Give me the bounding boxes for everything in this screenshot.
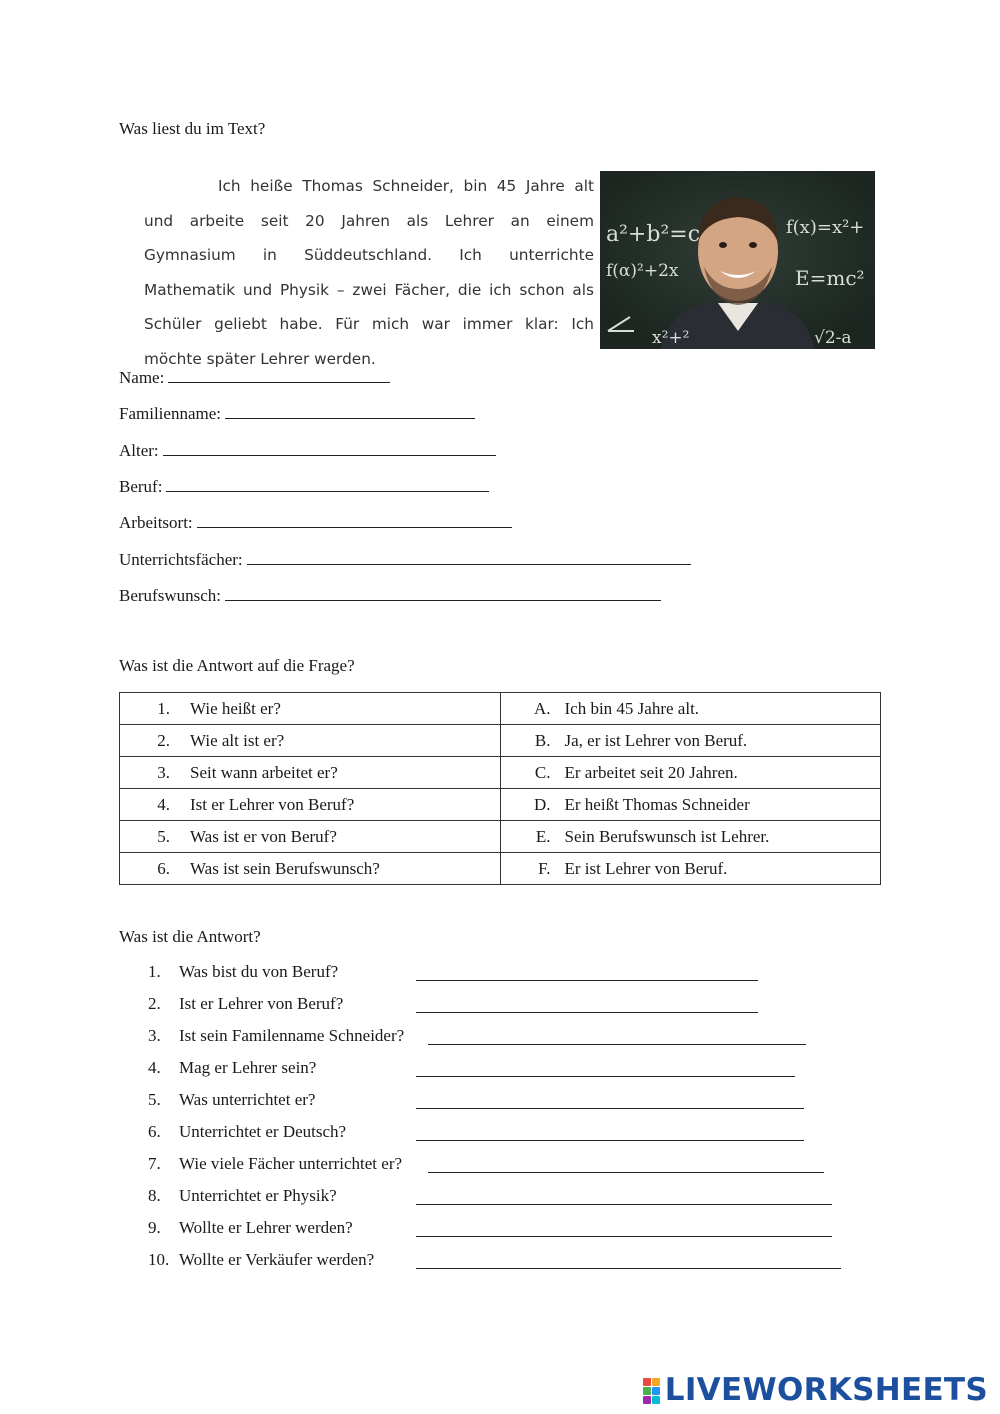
- question-number: 3.: [157, 762, 170, 782]
- question-number: 6.: [157, 858, 170, 878]
- item-question: Was bist du von Beruf?: [179, 962, 339, 981]
- list-item: [148, 1250, 374, 1270]
- question-cell[interactable]: [120, 789, 501, 821]
- question-number: 4.: [157, 794, 170, 814]
- formula-2: f(x)=x²+: [786, 217, 865, 238]
- item-question: Unterrichtet er Deutsch?: [179, 1122, 347, 1141]
- item-question: Unterrichtet er Physik?: [179, 1186, 337, 1205]
- field-label-arbeitsort: Arbeitsort:: [119, 513, 193, 532]
- answer-text: Er arbeitet seit 20 Jahren.: [564, 762, 738, 782]
- answer-letter: A.: [533, 698, 551, 718]
- answer-letter: B.: [534, 730, 551, 750]
- item-number: 6.: [148, 1122, 161, 1141]
- field-arbeitsort: [119, 511, 512, 533]
- answer-line-5[interactable]: [416, 1108, 804, 1109]
- answer-cell[interactable]: [500, 853, 881, 885]
- item-number: 10.: [148, 1250, 170, 1269]
- answer-cell[interactable]: [500, 693, 881, 725]
- field-label-unterrichtsfaecher: Unterrichtsfächer:: [119, 550, 243, 569]
- list-item: [148, 962, 338, 982]
- item-question: Wollte er Lehrer werden?: [179, 1218, 353, 1237]
- question-text: Wie heißt er?: [190, 698, 281, 718]
- item-question: Was unterrichtet er?: [179, 1090, 316, 1109]
- field-familienname: [119, 402, 475, 424]
- item-number: 2.: [148, 994, 161, 1013]
- item-question: Ist er Lehrer von Beruf?: [179, 994, 344, 1013]
- item-question: Wie viele Fächer unterrichtet er?: [179, 1154, 403, 1173]
- item-number: 8.: [148, 1186, 161, 1205]
- alter-answer-line[interactable]: [163, 439, 496, 456]
- formula-4: E=mc²: [795, 266, 865, 290]
- answer-line-10[interactable]: [416, 1268, 841, 1269]
- list-item: [148, 1122, 346, 1142]
- formula-5: x²+²: [652, 328, 690, 348]
- field-label-berufswunsch: Berufswunsch:: [119, 586, 221, 605]
- answer-cell[interactable]: [500, 789, 881, 821]
- table-row: [120, 853, 881, 885]
- item-question: Ist sein Familenname Schneider?: [179, 1026, 405, 1045]
- field-name: [119, 366, 390, 388]
- item-number: 9.: [148, 1218, 161, 1237]
- reading-paragraph: Ich heiße Thomas Schneider, bin 45 Jahre alt und arbeite seit 20 Jahren als Lehrer an einem Gymnasium in Süddeutschland. Ich unterrichte Mathematik und Physik – zwei Fächer, die ich schon als Schüler geliebt habe. Für mich war immer klar: Ich möchte später Lehrer werden.: [144, 177, 594, 368]
- question-cell[interactable]: [120, 821, 501, 853]
- question-cell[interactable]: [120, 693, 501, 725]
- question-text: Wie alt ist er?: [190, 730, 285, 750]
- list-item: [148, 1058, 316, 1078]
- field-unterrichtsfaecher: [119, 548, 691, 570]
- list-item: [148, 994, 343, 1014]
- question-cell[interactable]: [120, 853, 501, 885]
- section1-heading: Was liest du im Text?: [119, 119, 266, 138]
- answer-cell[interactable]: [500, 725, 881, 757]
- field-beruf: [119, 475, 489, 497]
- question-number: 2.: [157, 730, 170, 750]
- item-number: 3.: [148, 1026, 161, 1045]
- liveworksheets-logo-text: LIVEWORKSHEETS: [664, 1372, 988, 1408]
- berufswunsch-answer-line[interactable]: [225, 584, 661, 601]
- answer-cell[interactable]: [500, 757, 881, 789]
- answer-text: Ja, er ist Lehrer von Beruf.: [564, 730, 748, 750]
- table-row: [120, 789, 881, 821]
- arbeitsort-answer-line[interactable]: [197, 511, 512, 528]
- question-number: 1.: [157, 698, 170, 718]
- section3-heading: Was ist die Antwort?: [119, 927, 261, 946]
- question-text: Was ist sein Berufswunsch?: [190, 858, 380, 878]
- table-row: [120, 821, 881, 853]
- answer-line-3[interactable]: [428, 1044, 806, 1045]
- question-text: Ist er Lehrer von Beruf?: [190, 794, 355, 814]
- item-number: 7.: [148, 1154, 161, 1173]
- item-number: 4.: [148, 1058, 161, 1077]
- list-item: [148, 1026, 404, 1046]
- answer-line-7[interactable]: [428, 1172, 824, 1173]
- formula-3: f(α)²+2x: [606, 261, 679, 281]
- question-number: 5.: [157, 826, 170, 846]
- answer-letter: E.: [535, 826, 551, 846]
- answer-text: Er heißt Thomas Schneider: [564, 794, 750, 814]
- beruf-answer-line[interactable]: [166, 475, 489, 492]
- familienname-answer-line[interactable]: [225, 402, 475, 419]
- item-question: Mag er Lehrer sein?: [179, 1058, 317, 1077]
- unterrichtsfaecher-answer-line[interactable]: [247, 548, 691, 565]
- item-number: 5.: [148, 1090, 161, 1109]
- answer-line-2[interactable]: [416, 1012, 758, 1013]
- list-item: [148, 1090, 315, 1110]
- liveworksheets-logo-icon: [643, 1378, 661, 1404]
- answer-letter: F.: [538, 858, 551, 878]
- question-cell[interactable]: [120, 725, 501, 757]
- answer-line-1[interactable]: [416, 980, 758, 981]
- answer-line-6[interactable]: [416, 1140, 804, 1141]
- answer-text: Ich bin 45 Jahre alt.: [564, 698, 700, 718]
- section2-heading: Was ist die Antwort auf die Frage?: [119, 656, 355, 675]
- formula-1: a²+b²=c: [606, 222, 701, 247]
- answer-line-9[interactable]: [416, 1236, 832, 1237]
- table-row: [120, 725, 881, 757]
- list-item: [148, 1218, 353, 1238]
- list-item: [148, 1154, 402, 1174]
- teacher-photo: [600, 171, 875, 349]
- question-cell[interactable]: [120, 757, 501, 789]
- field-label-alter: Alter:: [119, 441, 159, 460]
- question-text: Seit wann arbeitet er?: [190, 762, 338, 782]
- question-text: Was ist er von Beruf?: [190, 826, 337, 846]
- answer-cell[interactable]: [500, 821, 881, 853]
- liveworksheets-logo: [643, 1372, 988, 1408]
- field-label-familienname: Familienname:: [119, 404, 221, 423]
- field-label-beruf: Beruf:: [119, 477, 163, 496]
- answer-letter: C.: [534, 762, 551, 782]
- matching-table: [119, 692, 881, 885]
- formula-6: √2-a: [814, 328, 852, 348]
- teacher-photo-illustration: [600, 171, 875, 349]
- field-label-name: Name:: [119, 368, 165, 387]
- item-question: Wollte er Verkäufer werden?: [179, 1250, 375, 1269]
- answer-letter: D.: [533, 794, 551, 814]
- list-item: [148, 1186, 337, 1206]
- name-answer-line[interactable]: [168, 366, 390, 383]
- field-berufswunsch: [119, 584, 661, 606]
- answer-text: Sein Berufswunsch ist Lehrer.: [564, 826, 770, 846]
- table-row: [120, 693, 881, 725]
- reading-text-excerpt: [120, 166, 594, 368]
- answer-line-8[interactable]: [416, 1204, 832, 1205]
- answer-line-4[interactable]: [416, 1076, 795, 1077]
- field-alter: [119, 439, 496, 461]
- answer-text: Er ist Lehrer von Beruf.: [564, 858, 728, 878]
- table-row: [120, 757, 881, 789]
- item-number: 1.: [148, 962, 161, 981]
